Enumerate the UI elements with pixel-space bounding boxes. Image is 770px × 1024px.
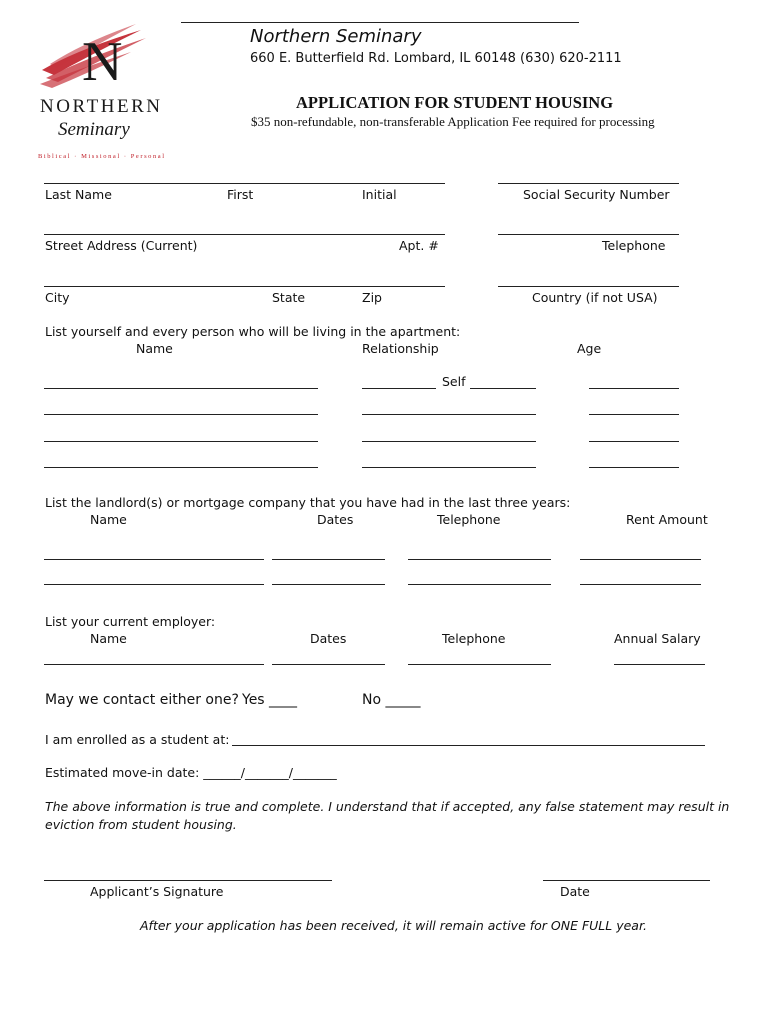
label-country: Country (if not USA) bbox=[532, 290, 658, 305]
landlord-rent-line[interactable] bbox=[580, 584, 701, 585]
occupants-col-age: Age bbox=[577, 341, 602, 356]
svg-text:N: N bbox=[82, 31, 123, 93]
signature-label: Applicant’s Signature bbox=[90, 884, 224, 899]
contact-no[interactable]: No _____ bbox=[362, 692, 421, 708]
landlord-telephone-line[interactable] bbox=[408, 584, 551, 585]
occupants-col-name: Name bbox=[136, 341, 173, 356]
occupant-age-line[interactable] bbox=[589, 467, 679, 468]
occupant-name-line[interactable] bbox=[44, 441, 318, 442]
label-last-name: Last Name bbox=[45, 187, 112, 202]
enrollment-field-line[interactable] bbox=[232, 745, 705, 746]
signature-line[interactable] bbox=[44, 880, 332, 881]
occupant-relationship-line[interactable] bbox=[362, 441, 536, 442]
occupant-relationship-line[interactable] bbox=[470, 388, 536, 389]
declaration-line-2: eviction from student housing. bbox=[45, 817, 237, 832]
date-line[interactable] bbox=[543, 880, 710, 881]
occupant-name-line[interactable] bbox=[44, 388, 318, 389]
occupant-age-line[interactable] bbox=[589, 441, 679, 442]
city-field-line[interactable] bbox=[44, 286, 445, 287]
label-telephone: Telephone bbox=[602, 238, 666, 253]
label-ssn: Social Security Number bbox=[523, 187, 670, 202]
landlords-col-name: Name bbox=[90, 512, 127, 527]
ssn-field-line[interactable] bbox=[498, 183, 679, 184]
date-label: Date bbox=[560, 884, 590, 899]
form-title: APPLICATION FOR STUDENT HOUSING bbox=[296, 93, 614, 112]
label-state: State bbox=[272, 290, 306, 305]
fee-note: $35 non-refundable, non-transferable Application Fee required for processing bbox=[251, 114, 655, 129]
landlord-telephone-line[interactable] bbox=[408, 559, 551, 560]
street-field-line[interactable] bbox=[44, 234, 445, 235]
landlords-col-rent: Rent Amount bbox=[626, 512, 708, 527]
employer-salary-line[interactable] bbox=[614, 664, 705, 665]
landlords-prompt: List the landlord(s) or mortgage company that you have had in the last three years: bbox=[45, 495, 571, 510]
footer-note: After your application has been received, it will remain active for ONE FULL year. bbox=[140, 918, 647, 933]
employer-col-name: Name bbox=[90, 631, 127, 646]
label-first: First bbox=[227, 187, 254, 202]
name-field-line[interactable] bbox=[44, 183, 445, 184]
employer-col-salary: Annual Salary bbox=[614, 631, 701, 646]
occupant-name-line[interactable] bbox=[44, 414, 318, 415]
employer-col-dates: Dates bbox=[310, 631, 347, 646]
label-zip: Zip bbox=[362, 290, 382, 305]
declaration-line-1: The above information is true and complete. I understand that if accepted, any false statement may result in bbox=[45, 799, 730, 814]
occupants-prompt: List yourself and every person who will be living in the apartment: bbox=[45, 324, 461, 339]
landlords-col-telephone: Telephone bbox=[437, 512, 501, 527]
occupant-age-line[interactable] bbox=[589, 414, 679, 415]
northern-seminary-logo bbox=[36, 20, 170, 162]
landlord-dates-line[interactable] bbox=[272, 559, 385, 560]
landlord-name-line[interactable] bbox=[44, 584, 264, 585]
occupant-relationship-line[interactable] bbox=[362, 388, 436, 389]
header-top-rule bbox=[181, 22, 579, 23]
org-address: 660 E. Butterfield Rd. Lombard, IL 60148 (630) 620-2111 bbox=[250, 51, 622, 66]
enrollment-label: I am enrolled as a student at: bbox=[45, 732, 230, 747]
employer-dates-line[interactable] bbox=[272, 664, 385, 665]
occupant-name-line[interactable] bbox=[44, 467, 318, 468]
landlord-rent-line[interactable] bbox=[580, 559, 701, 560]
landlords-col-dates: Dates bbox=[317, 512, 354, 527]
occupant-relationship-line[interactable] bbox=[362, 467, 536, 468]
employer-col-telephone: Telephone bbox=[442, 631, 506, 646]
occupant-age-line[interactable] bbox=[589, 388, 679, 389]
occupants-col-relationship: Relationship bbox=[362, 341, 439, 356]
landlord-dates-line[interactable] bbox=[272, 584, 385, 585]
employer-name-line[interactable] bbox=[44, 664, 264, 665]
logo-word-northern: NORTHERN bbox=[40, 96, 160, 117]
label-initial: Initial bbox=[362, 187, 397, 202]
logo-tagline: Biblical · Missional · Personal bbox=[38, 153, 164, 160]
movein-date[interactable]: Estimated move-in date: ______/_______/_______ bbox=[45, 765, 337, 780]
telephone-field-line[interactable] bbox=[498, 234, 679, 235]
country-field-line[interactable] bbox=[498, 286, 679, 287]
contact-question: May we contact either one? bbox=[45, 692, 239, 708]
label-street: Street Address (Current) bbox=[45, 238, 198, 253]
org-name: Northern Seminary bbox=[250, 26, 422, 47]
employer-prompt: List your current employer: bbox=[45, 614, 216, 629]
logo-word-seminary: Seminary bbox=[58, 119, 130, 140]
contact-yes[interactable]: Yes ____ bbox=[242, 692, 298, 708]
self-label: Self bbox=[442, 374, 466, 389]
landlord-name-line[interactable] bbox=[44, 559, 264, 560]
label-city: City bbox=[45, 290, 70, 305]
label-apt: Apt. # bbox=[399, 238, 439, 253]
occupant-relationship-line[interactable] bbox=[362, 414, 536, 415]
employer-telephone-line[interactable] bbox=[408, 664, 551, 665]
